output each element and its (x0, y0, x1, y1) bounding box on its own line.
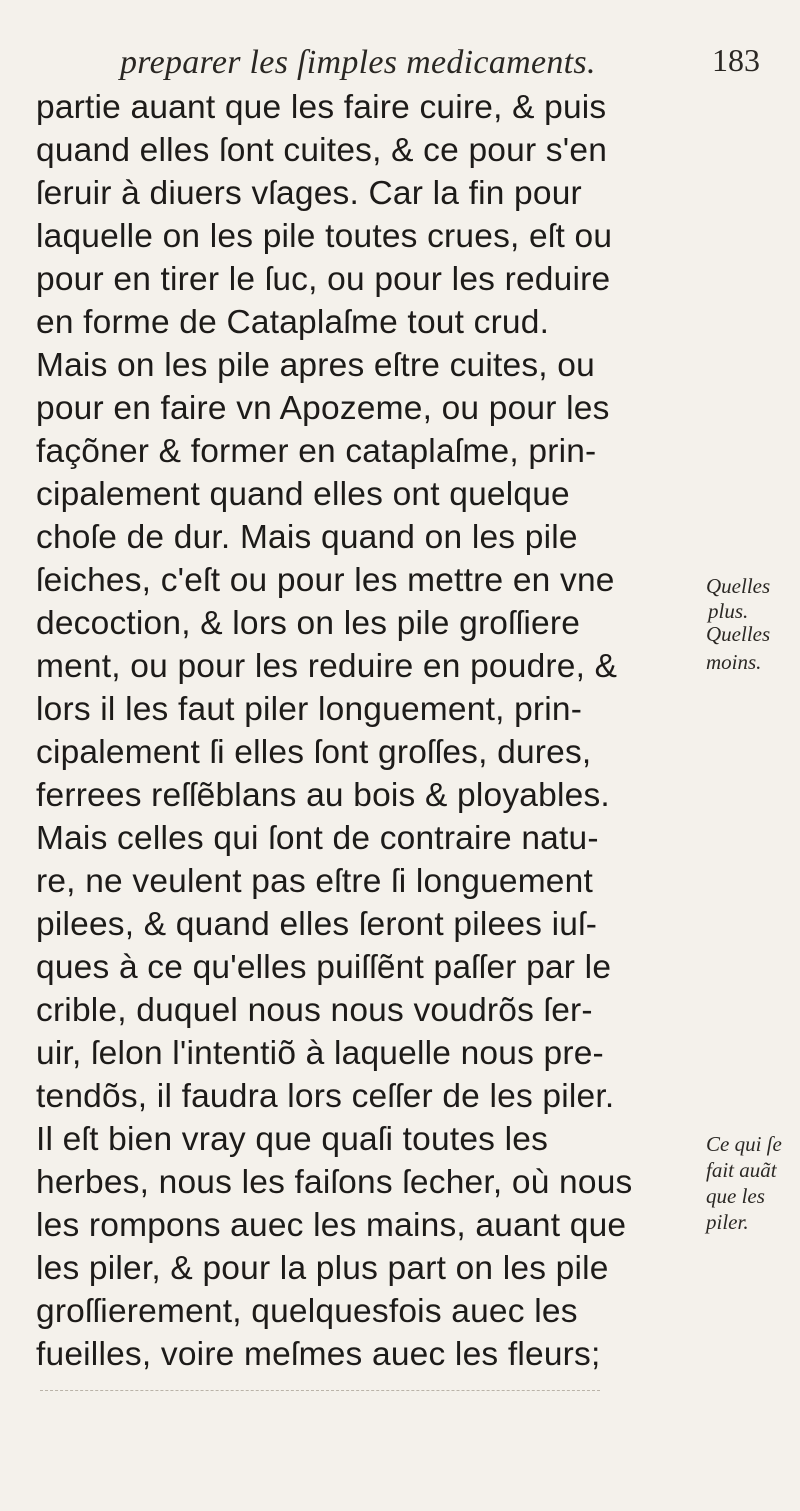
text-line: ſeiches, c'eſt ou pour les mettre en vne (36, 562, 615, 599)
text-line: Mais celles qui ſont de contraire natu- (36, 820, 599, 857)
text-line: quand elles ſont cuites, & ce pour s'en (36, 132, 608, 169)
text-line: ferrees reſſẽblans au bois & ployables. (36, 777, 610, 814)
margin-note: que les (706, 1184, 765, 1208)
text-line: ques à ce qu'elles puiſſẽnt paſſer par le (36, 949, 612, 986)
margin-note: moins. (706, 650, 762, 674)
text-line: pour en tirer le ſuc, ou pour les reduire (36, 261, 611, 298)
text-line: les rompons auec les mains, auant que (36, 1207, 627, 1244)
running-head: preparer les ſimples medicaments. (120, 44, 596, 81)
text-line: façõner & former en cataplaſme, prin- (36, 433, 597, 470)
text-line: pilees, & quand elles ſeront pilees iuſ- (36, 906, 598, 943)
text-line: laquelle on les pile toutes crues, eſt ou (36, 218, 613, 255)
text-line: Il eſt bien vray que quaſi toutes les (36, 1121, 549, 1158)
text-line: Mais on les pile apres eſtre cuites, ou (36, 347, 595, 384)
text-line: fueilles, voire meſmes auec les fleurs; (36, 1336, 601, 1373)
text-line: lors il les faut piler longuement, prin- (36, 691, 583, 728)
margin-note: fait auãt (706, 1158, 777, 1182)
text-line: en forme de Cataplaſme tout crud. (36, 304, 550, 341)
text-line: partie auant que les faire cuire, & puis (36, 89, 607, 126)
margin-note: Quelles (706, 622, 771, 646)
text-line: uir, ſelon l'intentiõ à laquelle nous pre- (36, 1035, 604, 1072)
text-line: herbes, nous les faiſons ſecher, où nous (36, 1164, 633, 1201)
margin-note: piler. (706, 1210, 749, 1234)
text-line: re, ne veulent pas eſtre ſi longuement (36, 863, 593, 900)
margin-note: Ce qui ſe (706, 1132, 782, 1156)
text-line: choſe de dur. Mais quand on les pile (36, 519, 578, 556)
margin-note: Quelles (706, 574, 771, 598)
text-line: tendõs, il faudra lors ceſſer de les piler. (36, 1078, 615, 1115)
text-line: ment, ou pour les reduire en poudre, & (36, 648, 618, 685)
text-line: crible, duquel nous nous voudrõs ſer- (36, 992, 593, 1029)
text-line: ſeruir à diuers vſages. Car la fin pour (36, 175, 582, 212)
margin-note: plus. (708, 599, 749, 623)
text-line: decoction, & lors on les pile groſſiere (36, 605, 581, 642)
page-header (120, 38, 760, 88)
text-line: pour en faire vn Apozeme, ou pour les (36, 390, 610, 427)
text-line: groſſierement, quelquesfois auec les (36, 1293, 578, 1330)
text-line: cipalement quand elles ont quelque (36, 476, 570, 513)
page-number: 183 (712, 42, 760, 78)
text-line: les piler, & pour la plus part on les pile (36, 1250, 609, 1287)
bottom-rule (40, 1390, 600, 1392)
text-line: cipalement ſi elles ſont groſſes, dures, (36, 734, 592, 771)
